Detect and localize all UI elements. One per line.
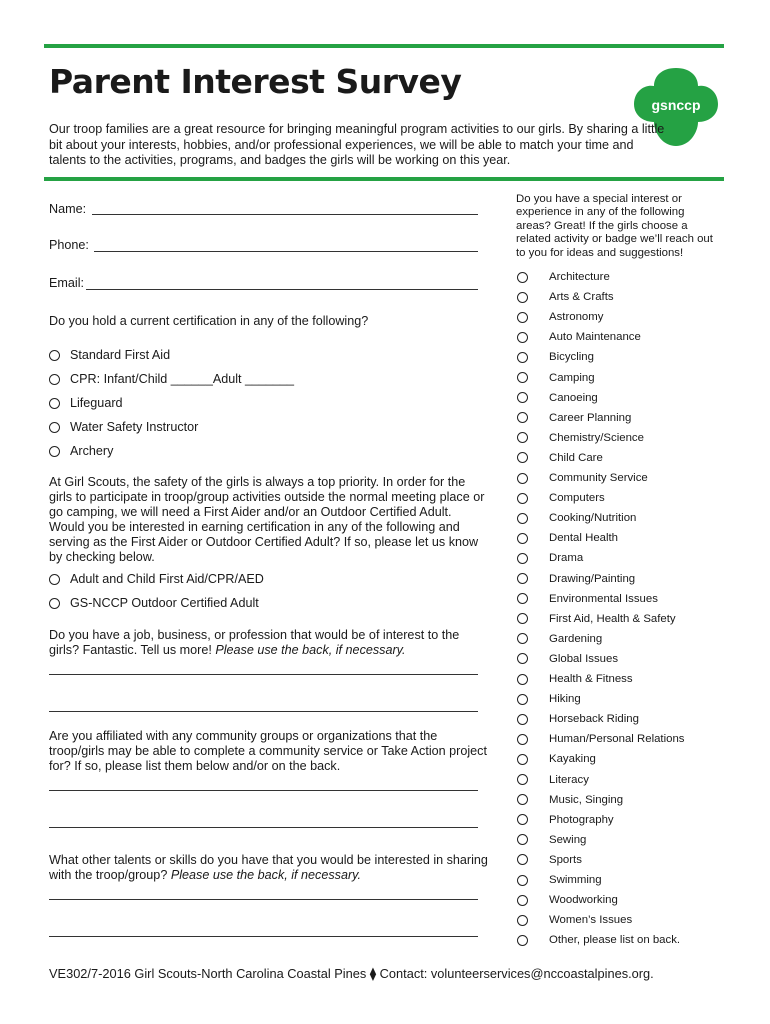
- interest-item[interactable]: Canoeing: [517, 389, 598, 407]
- top-rule: [44, 44, 724, 48]
- checkbox-circle-icon[interactable]: [517, 694, 528, 705]
- interests-intro: Do you have a special interest or experience in any of the following areas? Great! If the girls choose a related activity or badge we’ll reach out to you for ideas and suggestions!: [516, 193, 713, 259]
- checkbox-circle-icon[interactable]: [517, 754, 528, 765]
- checkbox-circle-icon[interactable]: [517, 935, 528, 946]
- talents-answer-line-1[interactable]: [49, 899, 478, 900]
- checkbox-circle-icon[interactable]: [517, 312, 528, 323]
- interest-item[interactable]: Community Service: [517, 469, 648, 487]
- interest-item[interactable]: Music, Singing: [517, 791, 623, 809]
- checkbox-circle-icon[interactable]: [517, 895, 528, 906]
- interest-item[interactable]: Global Issues: [517, 650, 618, 668]
- interest-item[interactable]: Camping: [517, 369, 595, 387]
- footer-text: VE302/7-2016 Girl Scouts-North Carolina Coastal Pines ⧫ Contact: volunteerservices@nccoastalpines.org.: [49, 966, 654, 981]
- checkbox-circle-icon[interactable]: [517, 794, 528, 805]
- checkbox-circle-icon[interactable]: [517, 734, 528, 745]
- interest-item[interactable]: Human/Personal Relations: [517, 730, 685, 748]
- interest-item[interactable]: Dental Health: [517, 529, 618, 547]
- checkbox-circle-icon[interactable]: [517, 774, 528, 785]
- checkbox-circle-icon[interactable]: [517, 372, 528, 383]
- interest-item[interactable]: Sports: [517, 851, 582, 869]
- interest-item[interactable]: Architecture: [517, 268, 610, 286]
- interest-item[interactable]: Cooking/Nutrition: [517, 509, 636, 527]
- svg-text:gsnccp: gsnccp: [651, 97, 701, 113]
- checkbox-circle-icon[interactable]: [517, 814, 528, 825]
- talents-question: What other talents or skills do you have that you would be interested in sharing with the troop/group? Please use the back, if necessary.: [49, 853, 488, 882]
- job-answer-line-2[interactable]: [49, 711, 478, 712]
- email-label: Email:: [49, 276, 84, 290]
- safety-option-outdoor[interactable]: GS-NCCP Outdoor Certified Adult: [49, 596, 259, 610]
- interest-item[interactable]: Drama: [517, 549, 583, 567]
- checkbox-circle-icon[interactable]: [49, 446, 60, 457]
- checkbox-circle-icon[interactable]: [49, 598, 60, 609]
- checkbox-circle-icon[interactable]: [517, 915, 528, 926]
- interest-item[interactable]: Bicycling: [517, 348, 594, 366]
- interest-item[interactable]: Computers: [517, 489, 605, 507]
- interest-item[interactable]: Horseback Riding: [517, 710, 639, 728]
- checkbox-circle-icon[interactable]: [517, 854, 528, 865]
- phone-label: Phone:: [49, 238, 89, 252]
- interest-item[interactable]: Women’s Issues: [517, 911, 632, 929]
- cert-question: Do you hold a current certification in any of the following?: [49, 314, 369, 328]
- checkbox-circle-icon[interactable]: [517, 493, 528, 504]
- checkbox-circle-icon[interactable]: [517, 513, 528, 524]
- interest-item[interactable]: Child Care: [517, 449, 603, 467]
- interest-item[interactable]: Woodworking: [517, 891, 618, 909]
- name-label: Name:: [49, 202, 87, 216]
- mid-rule: [44, 177, 724, 181]
- interest-item[interactable]: Arts & Crafts: [517, 288, 614, 306]
- checkbox-circle-icon[interactable]: [517, 412, 528, 423]
- interest-item[interactable]: Drawing/Painting: [517, 570, 635, 588]
- interest-item[interactable]: Swimming: [517, 871, 602, 889]
- interest-item[interactable]: Astronomy: [517, 308, 603, 326]
- cert-option-archery[interactable]: Archery: [49, 444, 113, 458]
- checkbox-circle-icon[interactable]: [517, 613, 528, 624]
- checkbox-circle-icon[interactable]: [517, 593, 528, 604]
- checkbox-circle-icon[interactable]: [517, 332, 528, 343]
- interest-item[interactable]: Sewing: [517, 831, 586, 849]
- name-field[interactable]: [92, 214, 478, 215]
- checkbox-circle-icon[interactable]: [517, 834, 528, 845]
- interest-item[interactable]: Other, please list on back.: [517, 931, 680, 949]
- email-field[interactable]: [86, 289, 478, 290]
- checkbox-circle-icon[interactable]: [49, 350, 60, 361]
- phone-field[interactable]: [94, 251, 478, 252]
- interest-item[interactable]: Hiking: [517, 690, 581, 708]
- interest-item[interactable]: Chemistry/Science: [517, 429, 644, 447]
- checkbox-circle-icon[interactable]: [49, 422, 60, 433]
- checkbox-circle-icon[interactable]: [517, 452, 528, 463]
- checkbox-circle-icon[interactable]: [517, 432, 528, 443]
- checkbox-circle-icon[interactable]: [517, 714, 528, 725]
- safety-text: At Girl Scouts, the safety of the girls is always a top priority. In order for the girls to participate in troop/group activities outside the normal meeting place or go camping, we will need a First Aider and/or an Outdoor Certified Adult. Would you be interested in earning certification in any of the following and serving as the First Aider or Outdoor Certified Adult? If so, please let us know by checking below.: [49, 475, 485, 564]
- checkbox-circle-icon[interactable]: [517, 272, 528, 283]
- cert-option-lifeguard[interactable]: Lifeguard: [49, 396, 123, 410]
- interest-item[interactable]: Environmental Issues: [517, 590, 658, 608]
- interest-item[interactable]: Photography: [517, 811, 614, 829]
- checkbox-circle-icon[interactable]: [49, 374, 60, 385]
- checkbox-circle-icon[interactable]: [517, 553, 528, 564]
- interest-item[interactable]: Career Planning: [517, 409, 631, 427]
- checkbox-circle-icon[interactable]: [517, 473, 528, 484]
- interest-item[interactable]: First Aid, Health & Safety: [517, 610, 676, 628]
- talents-answer-line-2[interactable]: [49, 936, 478, 937]
- checkbox-circle-icon[interactable]: [517, 533, 528, 544]
- community-answer-line-1[interactable]: [49, 790, 478, 791]
- page-title: Parent Interest Survey: [49, 62, 462, 101]
- checkbox-circle-icon[interactable]: [49, 574, 60, 585]
- checkbox-circle-icon[interactable]: [517, 292, 528, 303]
- interest-item[interactable]: Gardening: [517, 630, 602, 648]
- checkbox-circle-icon[interactable]: [517, 392, 528, 403]
- checkbox-circle-icon[interactable]: [49, 398, 60, 409]
- cert-option-first-aid[interactable]: Standard First Aid: [49, 348, 170, 362]
- checkbox-circle-icon[interactable]: [517, 875, 528, 886]
- community-answer-line-2[interactable]: [49, 827, 478, 828]
- intro-text: Our troop families are a great resource for bringing meaningful program activities to our girls. By sharing a little bit about your interests, hobbies, and/or professional experiences, we will be able to match your time and talents to the activities, programs, and badges the girls will be working on this year.: [49, 122, 665, 167]
- safety-option-first-aid[interactable]: Adult and Child First Aid/CPR/AED: [49, 572, 264, 586]
- cert-option-cpr[interactable]: CPR: Infant/Child ______Adult _______: [49, 372, 294, 386]
- community-question: Are you affiliated with any community groups or organizations that the troop/girls may be able to complete a community service or Take Action project for? If so, please list them below and/or on the back.: [49, 729, 487, 773]
- checkbox-circle-icon[interactable]: [517, 674, 528, 685]
- interest-item[interactable]: Kayaking: [517, 750, 596, 768]
- interest-item[interactable]: Literacy: [517, 771, 589, 789]
- checkbox-circle-icon[interactable]: [517, 352, 528, 363]
- checkbox-circle-icon[interactable]: [517, 633, 528, 644]
- checkbox-circle-icon[interactable]: [517, 653, 528, 664]
- cert-option-water-safety[interactable]: Water Safety Instructor: [49, 420, 198, 434]
- job-question: Do you have a job, business, or profession that would be of interest to the girls? Fantastic. Tell us more! Please use the back, if necessary.: [49, 628, 460, 657]
- checkbox-circle-icon[interactable]: [517, 573, 528, 584]
- job-answer-line-1[interactable]: [49, 674, 478, 675]
- interest-item[interactable]: Health & Fitness: [517, 670, 633, 688]
- interest-item[interactable]: Auto Maintenance: [517, 328, 641, 346]
